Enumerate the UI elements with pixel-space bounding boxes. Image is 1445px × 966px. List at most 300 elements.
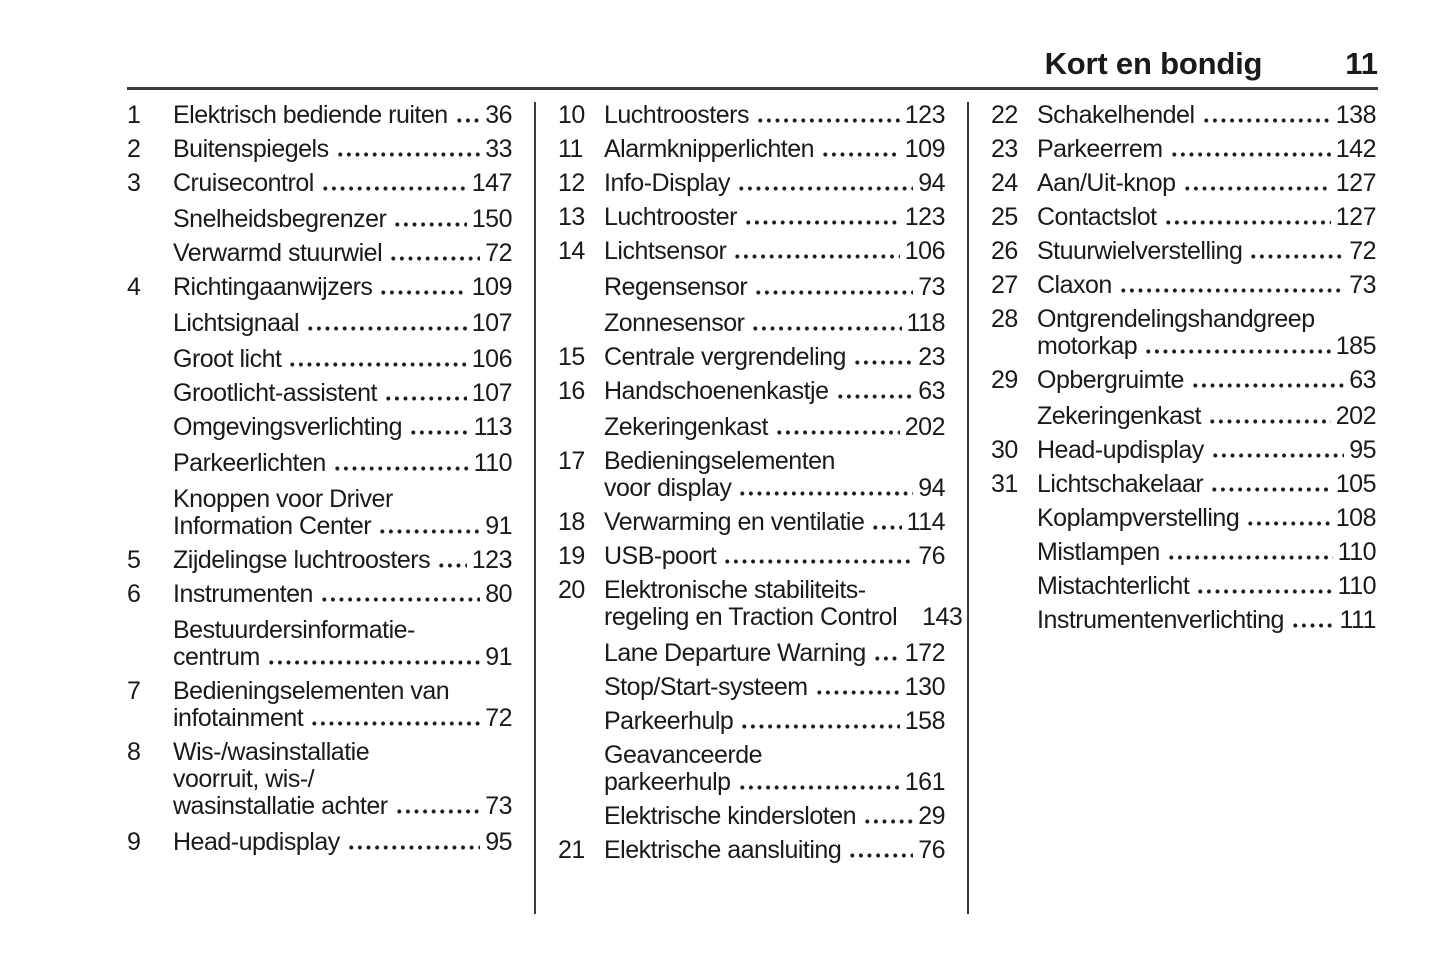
toc-entry-text [1037, 505, 1376, 532]
toc-entry [127, 310, 512, 337]
dot-leader [335, 136, 481, 163]
toc-entry [991, 539, 1376, 566]
toc-entry-text [173, 617, 512, 671]
toc-entry-text [604, 742, 945, 796]
toc-entry-number: 16 [558, 377, 585, 405]
toc-entry-text [173, 170, 512, 197]
toc-entry-title: motorkap [1037, 332, 1138, 360]
toc-entry-title: Groot licht [173, 345, 282, 373]
toc-entry-number [558, 742, 604, 796]
toc-entry [558, 803, 945, 830]
toc-entry-page: 127 [1335, 203, 1376, 231]
toc-entry-number [558, 640, 604, 667]
toc-entry [127, 617, 512, 671]
toc-entry-text [173, 678, 512, 732]
toc-entry-page: 123 [904, 101, 945, 129]
toc-entry-title: Opbergruimte [1037, 366, 1184, 394]
toc-entry-number: 4 [127, 273, 141, 301]
dot-leader [739, 708, 899, 735]
dot-leader [1290, 607, 1335, 634]
toc-entry-title: Head-updisplay [1037, 436, 1204, 464]
toc-entry-title: Elektrisch bediende ruiten [173, 101, 448, 129]
toc-entry-text [173, 829, 512, 856]
dot-leader [1248, 238, 1344, 265]
toc-entry [558, 674, 945, 701]
toc-entry-page: 127 [1335, 169, 1376, 197]
toc-entry-text [1037, 204, 1376, 231]
dot-leader [1207, 403, 1331, 430]
manual-page [127, 0, 1378, 914]
toc-entry-title: Geavanceerde [604, 741, 763, 769]
toc-entry [991, 367, 1376, 394]
toc-entry-title: Mistachterlicht [1037, 572, 1190, 600]
toc-entry-number [127, 206, 173, 233]
toc-entry-title: Zijdelingse luchtroosters [173, 546, 431, 574]
toc-entry-number: 12 [558, 169, 585, 197]
toc-entry-page: 107 [471, 309, 512, 337]
toc-entry-title: Lane Departure Warning [604, 639, 866, 667]
toc-entry-page: 76 [918, 542, 945, 570]
toc-entry-page: 109 [904, 135, 945, 163]
toc-entry-title: Luchtroosters [604, 101, 749, 129]
toc-entry-number: 29 [991, 366, 1018, 394]
toc-entry-title: voor display [604, 474, 732, 502]
toc-entry-title: Regensensor [604, 273, 748, 301]
dot-leader [814, 674, 900, 701]
toc-entry-text [173, 581, 512, 608]
toc-entry-number: 5 [127, 546, 141, 574]
toc-entry-number [558, 274, 604, 301]
toc-entry-title: Parkeerhulp [604, 707, 734, 735]
toc-entry-number: 6 [127, 580, 141, 608]
dot-leader [722, 543, 913, 570]
toc-entry [991, 505, 1376, 532]
toc-entry-title: Elektrische kindersloten [604, 802, 857, 830]
dot-leader [736, 170, 913, 197]
toc-entry-text [604, 378, 945, 405]
toc-entry-number: 31 [991, 470, 1018, 498]
section-title: Kort en bondig [1044, 46, 1263, 81]
toc-entry-title: Ontgrendelingshandgreep [1037, 305, 1315, 333]
toc-entry-page: 142 [1335, 135, 1376, 163]
toc-entry-text [1037, 102, 1376, 129]
toc-entry-page: 111 [1339, 606, 1376, 634]
toc-entry-number [991, 403, 1037, 430]
toc-entry [558, 543, 945, 570]
dot-leader [287, 346, 466, 373]
dot-leader [266, 644, 480, 671]
dot-leader [436, 547, 467, 574]
toc-entry-page: 202 [1335, 402, 1376, 430]
toc-entry [558, 238, 945, 265]
dot-leader [872, 640, 900, 667]
toc-entry-page: 123 [471, 546, 512, 574]
toc-entry-page: 147 [471, 169, 512, 197]
toc-entry [558, 344, 945, 371]
toc-entry-text [604, 274, 945, 301]
toc-entry-title: Parkeerrem [1037, 135, 1163, 163]
toc-entry-title: Zekeringenkast [1037, 402, 1201, 430]
toc-entry-text [604, 448, 945, 502]
toc-entry-number [991, 607, 1037, 634]
toc-entry-number: 26 [991, 237, 1018, 265]
toc-entry-number: 8 [127, 738, 141, 766]
toc-entry-title: Zekeringenkast [604, 413, 768, 441]
toc-entry-title: Luchtrooster [604, 203, 737, 231]
toc-entry-text [1037, 306, 1376, 360]
dot-leader [1182, 170, 1331, 197]
toc-entry-text [173, 450, 512, 477]
toc-entry-text [1037, 471, 1376, 498]
toc-entry [127, 414, 512, 441]
dot-leader [774, 414, 900, 441]
toc-column [558, 101, 963, 871]
toc-entry [127, 380, 512, 407]
toc-entry-title: Parkeerlichten [173, 449, 326, 477]
toc-entry-page: 33 [485, 135, 512, 163]
dot-leader [820, 136, 900, 163]
toc-entry-text [604, 170, 945, 197]
toc-entry [991, 272, 1376, 299]
toc-entry [991, 170, 1376, 197]
toc-entry-page: 108 [1335, 504, 1376, 532]
toc-entry-text [604, 414, 945, 441]
toc-entry-title: Verwarming en ventilatie [604, 508, 865, 536]
toc-entry-page: 202 [904, 413, 945, 441]
toc-entry-title: Grootlicht-assistent [173, 379, 377, 407]
page-number: 11 [1345, 46, 1378, 81]
toc-entry-page: 118 [906, 309, 945, 337]
dot-leader [1169, 136, 1331, 163]
toc-entry [991, 238, 1376, 265]
toc-entry [991, 306, 1376, 360]
dot-leader [346, 829, 480, 856]
toc-entry-page: 110 [1337, 538, 1376, 566]
dot-leader [753, 274, 913, 301]
toc-entry-number [127, 450, 173, 477]
toc-entry-text [604, 310, 945, 337]
toc-entry-number: 17 [558, 447, 585, 475]
toc-entry-page: 113 [473, 413, 512, 441]
toc-entry-page: 161 [904, 768, 945, 796]
toc-entry-number: 22 [991, 101, 1018, 129]
toc-entry-number [127, 346, 173, 373]
toc-entry [558, 136, 945, 163]
toc-entry [127, 102, 512, 129]
page-header [127, 0, 1378, 82]
toc-entry-number [558, 674, 604, 701]
toc-entry-page: 36 [485, 101, 512, 129]
toc-entry-page: 91 [485, 643, 512, 671]
toc-entry [558, 102, 945, 129]
toc-entry-number: 27 [991, 271, 1018, 299]
toc-entry-title: wasinstallatie achter [173, 792, 388, 820]
toc-entry [991, 573, 1376, 600]
toc-entry-number [127, 310, 173, 337]
toc-entry-text [173, 240, 512, 267]
toc-entry-number: 14 [558, 237, 585, 265]
toc-entry-page: 138 [1335, 101, 1376, 129]
toc-entry-number [127, 240, 173, 267]
toc-entry [127, 829, 512, 856]
toc-entry-text [604, 238, 945, 265]
toc-entry-number: 7 [127, 677, 141, 705]
toc-entry [127, 486, 512, 540]
toc-entry [558, 310, 945, 337]
toc-entry-title: Omgevingsverlichting [173, 413, 402, 441]
toc-entry-number [558, 310, 604, 337]
toc-entry-number: 18 [558, 508, 585, 536]
toc-entry-text [1037, 272, 1376, 299]
toc-entry-title: Instrumenten [173, 580, 313, 608]
dot-leader [903, 604, 917, 631]
toc-entry [558, 204, 945, 231]
toc-entry [127, 450, 512, 477]
toc-entry-page: 105 [1335, 470, 1376, 498]
dot-leader [755, 102, 900, 129]
toc-entry-page: 106 [471, 345, 512, 373]
dot-leader [454, 102, 481, 129]
toc-entry-page: 158 [904, 707, 945, 735]
dot-leader [1163, 204, 1331, 231]
toc-entry [127, 274, 512, 301]
toc-entry [127, 581, 512, 608]
toc-entry-number: 30 [991, 436, 1018, 464]
toc-entry-number: 19 [558, 542, 585, 570]
toc-entry [558, 742, 945, 796]
toc-entry-page: 114 [906, 508, 945, 536]
toc-entry-number [558, 708, 604, 735]
column-divider [534, 102, 536, 914]
toc-entry-text [604, 204, 945, 231]
toc-entry-number: 28 [991, 305, 1018, 333]
toc-entry-title: Bedieningselementen [604, 447, 835, 475]
toc-entry-text [604, 674, 945, 701]
toc-entry-title: infotainment [173, 704, 304, 732]
dot-leader [870, 509, 901, 536]
toc-entry [127, 136, 512, 163]
toc-entry-title: Elektronische stabiliteits- [604, 576, 866, 604]
toc-entry-title: Lichtsensor [604, 237, 727, 265]
toc-entry-page: 73 [1349, 271, 1376, 299]
toc-entry [558, 509, 945, 536]
toc-entry-text [1037, 170, 1376, 197]
toc-entry-title: centrum [173, 643, 260, 671]
toc-column [991, 102, 1376, 641]
toc-entry [991, 136, 1376, 163]
toc-entry-title: Verwarmd stuurwiel [173, 239, 383, 267]
toc-entry-text [1037, 607, 1376, 634]
dot-leader [388, 240, 480, 267]
toc-entry-number: 3 [127, 169, 141, 197]
toc-column [127, 102, 512, 863]
toc-entry-text [173, 206, 512, 233]
toc-entry [127, 547, 512, 574]
toc-entry [127, 739, 512, 820]
toc-entry [127, 170, 512, 197]
toc-entry-title: Zonnesensor [604, 309, 745, 337]
toc-entry-text [604, 837, 945, 864]
toc-entry-text [604, 509, 945, 536]
toc-entry-text [604, 803, 945, 830]
toc-entry-number [991, 573, 1037, 600]
toc-entry-number [991, 539, 1037, 566]
dot-leader [737, 475, 913, 502]
toc-entry [991, 102, 1376, 129]
toc-entry-text [604, 344, 945, 371]
toc-entry-title: USB-poort [604, 542, 717, 570]
toc-entry-number: 9 [127, 828, 141, 856]
toc-entry [558, 274, 945, 301]
toc-entry-number [991, 505, 1037, 532]
toc-entry-text [604, 576, 963, 631]
dot-leader [1201, 102, 1331, 129]
toc-entry-title: Head-updisplay [173, 828, 340, 856]
dot-leader [732, 238, 899, 265]
toc-columns [127, 102, 1378, 914]
dot-leader [1166, 539, 1333, 566]
toc-entry-title: voorruit, wis-/ [173, 765, 315, 793]
toc-entry [991, 471, 1376, 498]
toc-entry-number: 21 [558, 836, 585, 864]
toc-entry-text [604, 640, 945, 667]
toc-entry-page: 109 [471, 273, 512, 301]
toc-entry-number: 13 [558, 203, 585, 231]
dot-leader [1118, 272, 1344, 299]
toc-entry-title: Contactslot [1037, 203, 1157, 231]
dot-leader [1209, 471, 1331, 498]
toc-entry-number: 2 [127, 135, 141, 163]
toc-entry-text [173, 486, 512, 540]
toc-entry-number: 11 [558, 135, 583, 163]
toc-entry [127, 346, 512, 373]
toc-entry [558, 170, 945, 197]
toc-entry-page: 94 [918, 169, 945, 197]
toc-entry [991, 204, 1376, 231]
toc-entry-text [1037, 437, 1376, 464]
toc-entry-title: Bedieningselementen van [173, 677, 450, 705]
toc-entry-title: Instrumentenverlichting [1037, 606, 1284, 634]
toc-entry-number [558, 414, 604, 441]
dot-leader [835, 378, 914, 405]
toc-entry-title: Claxon [1037, 271, 1112, 299]
toc-entry-text [173, 274, 512, 301]
toc-entry-page: 130 [904, 673, 945, 701]
dot-leader [394, 793, 481, 820]
toc-entry-page: 72 [1349, 237, 1376, 265]
toc-entry [558, 576, 963, 631]
dot-leader [319, 581, 480, 608]
toc-entry-text [173, 136, 512, 163]
toc-entry-title: Stuurwielverstelling [1037, 237, 1243, 265]
toc-entry-title: Info-Display [604, 169, 730, 197]
dot-leader [332, 450, 469, 477]
toc-entry-title: Koplampverstelling [1037, 504, 1240, 532]
toc-entry-page: 94 [918, 474, 945, 502]
toc-entry-page: 107 [471, 379, 512, 407]
toc-entry-text [604, 708, 945, 735]
toc-entry-text [173, 380, 512, 407]
toc-entry-number [127, 486, 173, 540]
dot-leader [1195, 573, 1332, 600]
toc-entry-number: 10 [558, 101, 585, 129]
toc-entry-page: 123 [904, 203, 945, 231]
toc-entry-page: 63 [1349, 366, 1376, 394]
toc-entry-page: 143 [922, 603, 963, 631]
toc-entry-text [1037, 367, 1376, 394]
toc-entry-title: Lichtsignaal [173, 309, 300, 337]
toc-entry [127, 678, 512, 732]
toc-entry-text [173, 346, 512, 373]
dot-leader [309, 705, 480, 732]
toc-entry-title: regeling en Traction Control [604, 603, 898, 631]
toc-entry-title: Information Center [173, 512, 372, 540]
toc-entry-page: 106 [904, 237, 945, 265]
toc-entry [991, 437, 1376, 464]
dot-leader [737, 769, 900, 796]
toc-entry [127, 206, 512, 233]
toc-entry-number [558, 803, 604, 830]
toc-entry-number [127, 617, 173, 671]
toc-entry-title: Cruisecontrol [173, 169, 314, 197]
toc-entry [558, 708, 945, 735]
toc-entry-page: 110 [473, 449, 512, 477]
toc-entry-text [173, 102, 512, 129]
toc-entry [558, 378, 945, 405]
toc-entry-text [1037, 573, 1376, 600]
toc-entry-page: 95 [485, 828, 512, 856]
toc-entry-page: 72 [485, 704, 512, 732]
dot-leader [305, 310, 467, 337]
toc-entry-text [604, 102, 945, 129]
toc-entry-title: Lichtschakelaar [1037, 470, 1204, 498]
toc-entry-page: 23 [918, 343, 945, 371]
toc-entry [558, 837, 945, 864]
dot-leader [378, 274, 466, 301]
toc-entry-title: parkeerhulp [604, 768, 731, 796]
toc-entry-number: 23 [991, 135, 1018, 163]
toc-entry-title: Handschoenenkastje [604, 377, 829, 405]
toc-entry-title: Wis-/wasinstallatie [173, 738, 370, 766]
toc-entry-title: Buitenspiegels [173, 135, 329, 163]
toc-entry-number [127, 414, 173, 441]
toc-entry-title: Stop/Start-systeem [604, 673, 808, 701]
toc-entry [558, 448, 945, 502]
dot-leader [320, 170, 467, 197]
toc-entry-page: 63 [918, 377, 945, 405]
toc-entry-text [1037, 136, 1376, 163]
toc-entry-text [173, 739, 512, 820]
toc-entry-page: 185 [1335, 332, 1376, 360]
dot-leader [847, 837, 913, 864]
toc-entry-page: 91 [485, 512, 512, 540]
toc-entry-title: Centrale vergrendeling [604, 343, 846, 371]
toc-entry-page: 172 [904, 639, 945, 667]
toc-entry-text [173, 310, 512, 337]
toc-entry-title: Snelheidsbegrenzer [173, 205, 387, 233]
toc-entry-title: Elektrische aansluiting [604, 836, 842, 864]
toc-entry-page: 95 [1349, 436, 1376, 464]
dot-leader [852, 344, 913, 371]
toc-entry [127, 240, 512, 267]
dot-leader [377, 513, 480, 540]
toc-entry-page: 110 [1337, 572, 1376, 600]
dot-leader [392, 206, 466, 233]
toc-entry-text [1037, 539, 1376, 566]
toc-entry-number [127, 380, 173, 407]
toc-entry-title: Knoppen voor Driver [173, 485, 393, 513]
dot-leader [1245, 505, 1331, 532]
